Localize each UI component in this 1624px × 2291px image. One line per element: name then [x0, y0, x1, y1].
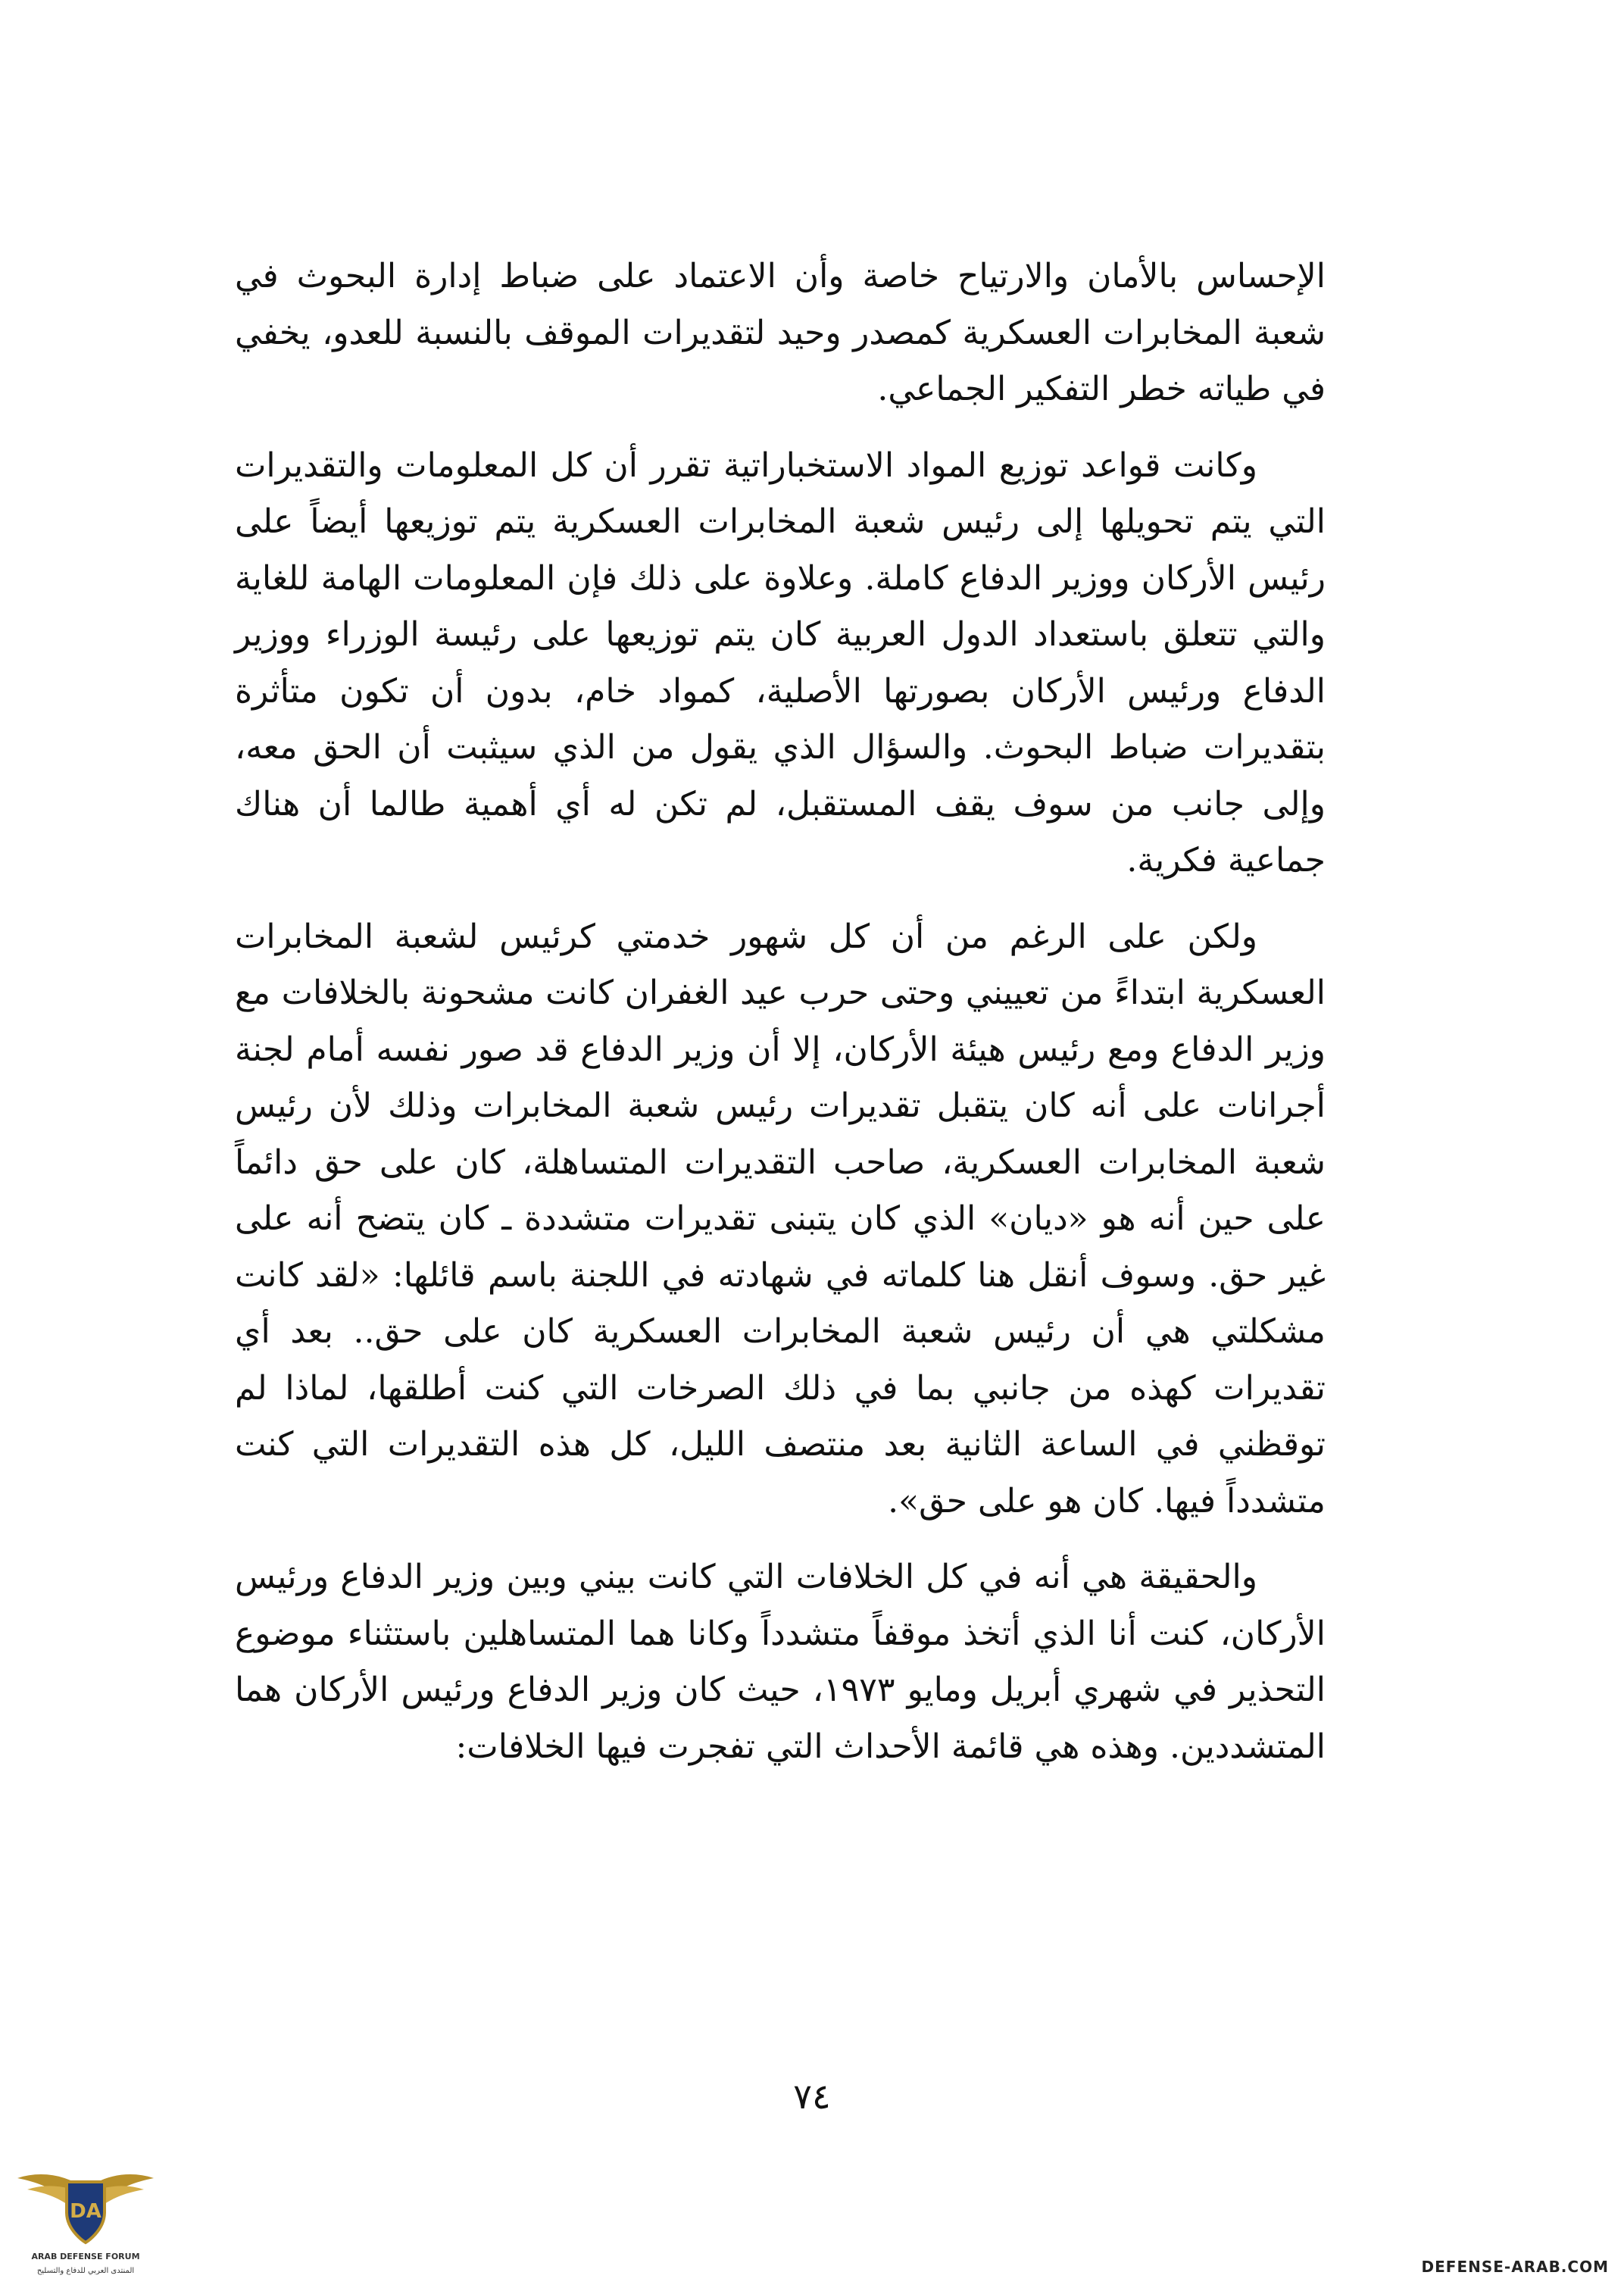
paragraph-3: ولكن على الرغم من أن كل شهور خدمتي كرئيس لشعبة المخابرات العسكرية ابتداءً من تعييني وحتى حرب عيد الغفران كانت مشحونة بالخلافات مع وزير الدفاع ومع رئيس هيئة الأركان، إلا أن وزير الدفاع قد صور نفسه أمام لجنة أجرانات على أنه كان يتقبل تقديرات رئيس شعبة المخابرات وذلك لأن رئيس شعبة المخابرات العسكرية، صاحب التقديرات المتساهلة، كان على حق دائماً على حين أنه هو «ديان» الذي كان يتبنى تقديرات متشددة ـ كان يتضح أنه على غير حق. وسوف أنقل هنا كلماته في شهادته في اللجنة باسم قائلها: «لقد كانت مشكلتي هي أن رئيس شعبة المخابرات العسكرية كان على حق.. بعد أي تقديرات كهذه من جانبي بما في ذلك الصرخات التي كنت أطلقها، لماذا لم توقظني في الساعة الثانية بعد منتصف الليل، كل هذه التقديرات التي كنت متشدداً فيها. كان هو على حق». [235, 917, 1326, 1521]
paragraph-4: والحقيقة هي أنه في كل الخلافات التي كانت بيني وبين وزير الدفاع ورئيس الأركان، كنت أنا الذي أتخذ موقفاً متشدداً وكانا هما المتساهلين باستثناء موضوع التحذير في شهري أبريل ومايو ١٩٧٣، حيث كان وزير الدفاع ورئيس الأركان هما المتشددين. وهذه هي قائمة الأحداث التي تفجرت فيها الخلافات: [235, 1558, 1326, 1766]
page-number: ٧٤ [793, 2076, 831, 2117]
arab-defense-forum-logo [14, 2136, 158, 2280]
site-watermark: DEFENSE-ARAB.COM [1421, 2258, 1609, 2276]
svg-text:DA: DA [70, 2200, 102, 2223]
paragraph-1: الإحساس بالأمان والارتياح خاصة وأن الاعتماد على ضباط إدارة البحوث في شعبة المخابرات العسكرية كمصدر وحيد لتقديرات الموقف بالنسبة للعدو، يخفي في طياته خطر التفكير الجماعي. [235, 257, 1326, 408]
svg-text:المنتدى العربي للدفاع والتسليح: المنتدى العربي للدفاع والتسليح [36, 2267, 135, 2275]
paragraph-2: وكانت قواعد توزيع المواد الاستخباراتية تقرر أن كل المعلومات والتقديرات التي يتم تحويلها إلى رئيس شعبة المخابرات العسكرية يتم توزيعها أيضاً على رئيس الأركان ووزير الدفاع كاملة. وعلاوة على ذلك فإن المعلومات الهامة للغاية والتي تتعلق باستعداد الدول العربية كان يتم توزيعها على رئيسة الوزراء ووزير الدفاع ورئيس الأركان بصورتها الأصلية، كمواد خام، بدون أن تكون متأثرة بتقديرات ضباط البحوث. والسؤال الذي يقول من الذي سيثبت أن الحق معه، وإلى جانب من سوف يقف المستقبل، لم تكن له أي أهمية طالما أن هناك جماعية فكرية. [235, 445, 1326, 880]
page-body [235, 248, 1326, 1795]
svg-text:ARAB DEFENSE FORUM: ARAB DEFENSE FORUM [31, 2252, 140, 2261]
